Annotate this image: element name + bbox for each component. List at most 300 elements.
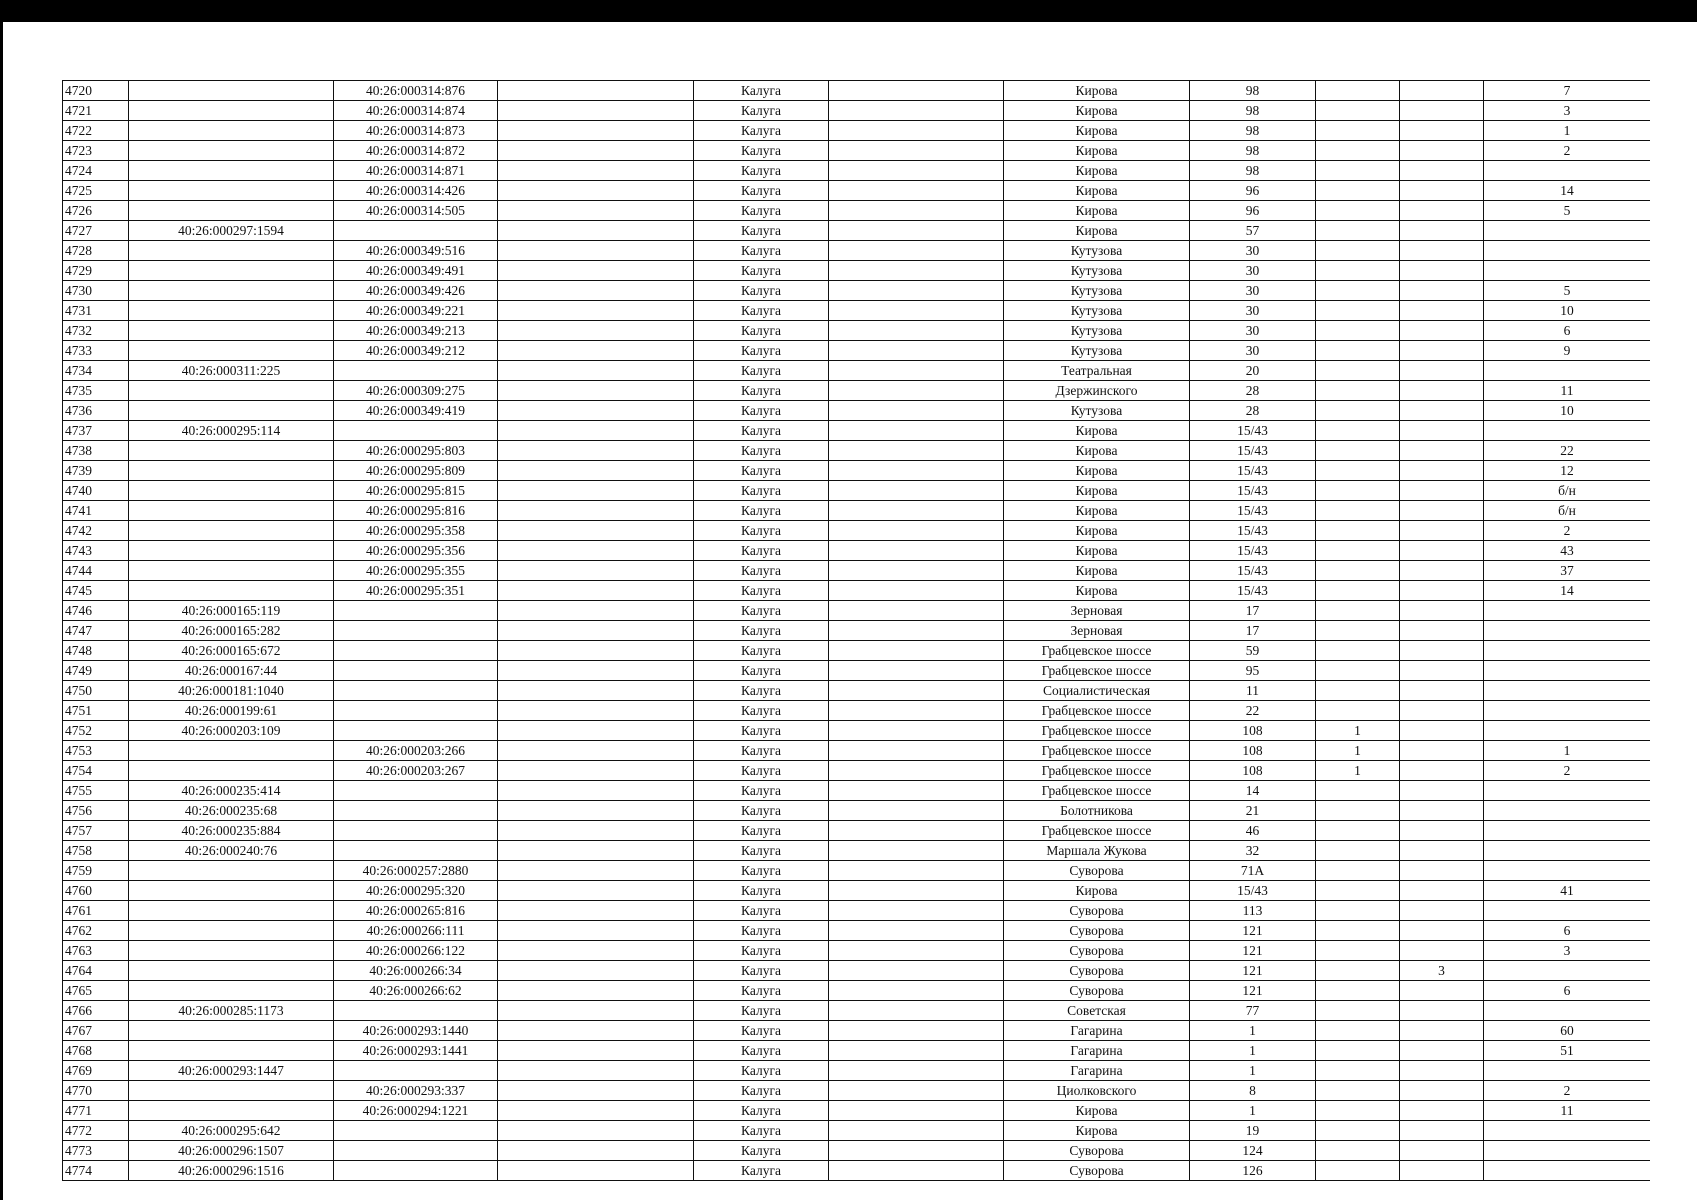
street-cell: Кирова [1004,141,1190,161]
house-number-cell: 121 [1190,921,1316,941]
empty-cell [829,701,1004,721]
apartment-cell: 2 [1484,1081,1651,1101]
house-number-cell: 77 [1190,1001,1316,1021]
apartment-cell: б/н [1484,481,1651,501]
block-cell [1400,301,1484,321]
building-cell [1316,1121,1400,1141]
empty-cell [498,1121,694,1141]
empty-cell [829,121,1004,141]
table-row [63,341,1651,361]
empty-cell [498,741,694,761]
empty-cell [498,501,694,521]
empty-cell [498,201,694,221]
block-cell [1400,761,1484,781]
city-cell: Калуга [694,281,829,301]
house-number-cell: 15/43 [1190,581,1316,601]
building-cell [1316,1101,1400,1121]
city-cell: Калуга [694,421,829,441]
apartment-cell: 5 [1484,201,1651,221]
table-row [63,521,1651,541]
street-cell: Кирова [1004,541,1190,561]
empty-cell [498,1081,694,1101]
house-number-cell: 96 [1190,201,1316,221]
street-cell: Гагарина [1004,1021,1190,1041]
building-cell: 1 [1316,741,1400,761]
empty-cell [498,461,694,481]
house-number-cell: 15/43 [1190,501,1316,521]
house-number-cell: 1 [1190,1021,1316,1041]
cadastral-land-cell [129,301,334,321]
cadastral-building-cell [334,421,498,441]
empty-cell [498,721,694,741]
building-cell [1316,1061,1400,1081]
empty-cell [498,441,694,461]
block-cell [1400,81,1484,101]
table-row [63,501,1651,521]
city-cell: Калуга [694,561,829,581]
building-cell [1316,781,1400,801]
table-row [63,761,1651,781]
apartment-cell [1484,421,1651,441]
empty-cell [498,521,694,541]
empty-cell [829,1081,1004,1101]
table-row [63,101,1651,121]
table-row [63,741,1651,761]
cadastral-land-cell: 40:26:000199:61 [129,701,334,721]
empty-cell [829,241,1004,261]
cadastral-building-cell [334,801,498,821]
city-cell: Калуга [694,361,829,381]
apartment-cell [1484,781,1651,801]
block-cell [1400,221,1484,241]
row-number-cell: 4746 [63,601,129,621]
city-cell: Калуга [694,1021,829,1041]
cadastral-building-cell [334,721,498,741]
house-number-cell: 98 [1190,81,1316,101]
block-cell [1400,841,1484,861]
block-cell [1400,781,1484,801]
building-cell [1316,1141,1400,1161]
city-cell: Калуга [694,721,829,741]
table-row [63,201,1651,221]
table-row [63,441,1651,461]
empty-cell [498,261,694,281]
cadastral-building-cell: 40:26:000295:809 [334,461,498,481]
block-cell [1400,441,1484,461]
table-row [63,1161,1651,1181]
street-cell: Суворова [1004,1161,1190,1181]
city-cell: Калуга [694,741,829,761]
house-number-cell: 121 [1190,941,1316,961]
city-cell: Калуга [694,781,829,801]
empty-cell [829,681,1004,701]
table-row [63,881,1651,901]
row-number-cell: 4723 [63,141,129,161]
cadastral-building-cell: 40:26:000314:873 [334,121,498,141]
empty-cell [829,561,1004,581]
empty-cell [498,81,694,101]
table-row [63,561,1651,581]
empty-cell [498,921,694,941]
row-number-cell: 4767 [63,1021,129,1041]
street-cell: Суворова [1004,961,1190,981]
row-number-cell: 4738 [63,441,129,461]
apartment-cell: 2 [1484,761,1651,781]
building-cell: 1 [1316,761,1400,781]
house-number-cell: 46 [1190,821,1316,841]
city-cell: Калуга [694,201,829,221]
cadastral-building-cell [334,641,498,661]
row-number-cell: 4726 [63,201,129,221]
table-row [63,781,1651,801]
street-cell: Грабцевское шоссе [1004,661,1190,681]
street-cell: Кирова [1004,501,1190,521]
house-number-cell: 98 [1190,121,1316,141]
apartment-cell: 11 [1484,381,1651,401]
house-number-cell: 124 [1190,1141,1316,1161]
row-number-cell: 4721 [63,101,129,121]
house-number-cell: 15/43 [1190,521,1316,541]
table-row [63,1001,1651,1021]
city-cell: Калуга [694,401,829,421]
street-cell: Суворова [1004,981,1190,1001]
city-cell: Калуга [694,321,829,341]
row-number-cell: 4735 [63,381,129,401]
cadastral-building-cell: 40:26:000295:803 [334,441,498,461]
table-row [63,981,1651,1001]
cadastral-land-cell: 40:26:000311:225 [129,361,334,381]
empty-cell [829,981,1004,1001]
cadastral-building-cell [334,601,498,621]
table-row [63,241,1651,261]
building-cell [1316,141,1400,161]
row-number-cell: 4742 [63,521,129,541]
block-cell [1400,901,1484,921]
block-cell [1400,361,1484,381]
table-row [63,841,1651,861]
cadastral-land-cell: 40:26:000165:119 [129,601,334,621]
cadastral-land-cell [129,561,334,581]
cadastral-building-cell [334,661,498,681]
apartment-cell: 12 [1484,461,1651,481]
building-cell [1316,1041,1400,1061]
cadastral-building-cell: 40:26:000295:351 [334,581,498,601]
table-row [63,481,1651,501]
city-cell: Калуга [694,801,829,821]
cadastral-land-cell [129,541,334,561]
apartment-cell [1484,221,1651,241]
cadastral-building-cell: 40:26:000293:1441 [334,1041,498,1061]
cadastral-building-cell: 40:26:000203:266 [334,741,498,761]
building-cell [1316,661,1400,681]
empty-cell [498,961,694,981]
cadastral-building-cell: 40:26:000266:34 [334,961,498,981]
city-cell: Калуга [694,1161,829,1181]
cadastral-land-cell: 40:26:000240:76 [129,841,334,861]
cadastral-land-cell [129,481,334,501]
apartment-cell: 37 [1484,561,1651,581]
building-cell [1316,521,1400,541]
document-sheet [62,80,1650,1200]
building-cell [1316,961,1400,981]
city-cell: Калуга [694,441,829,461]
city-cell: Калуга [694,81,829,101]
building-cell [1316,801,1400,821]
block-cell [1400,1021,1484,1041]
cadastral-land-cell: 40:26:000296:1507 [129,1141,334,1161]
building-cell [1316,601,1400,621]
table-row [63,1021,1651,1041]
table-row [63,541,1651,561]
street-cell: Театральная [1004,361,1190,381]
building-cell [1316,81,1400,101]
empty-cell [498,221,694,241]
city-cell: Калуга [694,621,829,641]
table-row [63,801,1651,821]
row-number-cell: 4765 [63,981,129,1001]
cadastral-land-cell: 40:26:000295:114 [129,421,334,441]
apartment-cell [1484,681,1651,701]
block-cell [1400,681,1484,701]
empty-cell [498,1141,694,1161]
empty-cell [498,661,694,681]
street-cell: Болотникова [1004,801,1190,821]
city-cell: Калуга [694,1041,829,1061]
street-cell: Зерновая [1004,601,1190,621]
city-cell: Калуга [694,1001,829,1021]
street-cell: Кирова [1004,81,1190,101]
block-cell [1400,161,1484,181]
street-cell: Грабцевское шоссе [1004,641,1190,661]
table-row [63,901,1651,921]
empty-cell [829,801,1004,821]
empty-cell [498,361,694,381]
block-cell [1400,1141,1484,1161]
block-cell [1400,1061,1484,1081]
cadastral-building-cell [334,821,498,841]
house-number-cell: 17 [1190,601,1316,621]
apartment-cell: 3 [1484,941,1651,961]
city-cell: Калуга [694,221,829,241]
empty-cell [829,541,1004,561]
cadastral-building-cell: 40:26:000266:62 [334,981,498,1001]
apartment-cell [1484,1121,1651,1141]
city-cell: Калуга [694,341,829,361]
empty-cell [498,401,694,421]
row-number-cell: 4748 [63,641,129,661]
row-number-cell: 4745 [63,581,129,601]
row-number-cell: 4725 [63,181,129,201]
block-cell [1400,321,1484,341]
row-number-cell: 4743 [63,541,129,561]
table-row [63,281,1651,301]
empty-cell [829,301,1004,321]
city-cell: Калуга [694,1141,829,1161]
street-cell: Кутузова [1004,241,1190,261]
block-cell [1400,121,1484,141]
row-number-cell: 4773 [63,1141,129,1161]
row-number-cell: 4720 [63,81,129,101]
cadastral-land-cell [129,961,334,981]
scan-left-border [0,22,3,1200]
street-cell: Советская [1004,1001,1190,1021]
empty-cell [829,101,1004,121]
house-number-cell: 1 [1190,1101,1316,1121]
house-number-cell: 1 [1190,1061,1316,1081]
block-cell [1400,741,1484,761]
empty-cell [498,1021,694,1041]
building-cell [1316,821,1400,841]
cadastral-land-cell [129,1101,334,1121]
empty-cell [498,341,694,361]
empty-cell [498,681,694,701]
table-row [63,701,1651,721]
empty-cell [829,501,1004,521]
city-cell: Калуга [694,981,829,1001]
table-row [63,381,1651,401]
building-cell [1316,361,1400,381]
empty-cell [829,621,1004,641]
empty-cell [498,561,694,581]
city-cell: Калуга [694,541,829,561]
street-cell: Гагарина [1004,1061,1190,1081]
street-cell: Социалистическая [1004,681,1190,701]
block-cell: 3 [1400,961,1484,981]
cadastral-land-cell: 40:26:000167:44 [129,661,334,681]
apartment-cell: 5 [1484,281,1651,301]
empty-cell [498,181,694,201]
cadastral-building-cell: 40:26:000314:876 [334,81,498,101]
empty-cell [829,141,1004,161]
apartment-cell: 6 [1484,321,1651,341]
table-row [63,1101,1651,1121]
house-number-cell: 28 [1190,401,1316,421]
house-number-cell: 15/43 [1190,461,1316,481]
block-cell [1400,501,1484,521]
block-cell [1400,281,1484,301]
cadastral-land-cell [129,81,334,101]
building-cell [1316,621,1400,641]
cadastral-land-cell [129,201,334,221]
city-cell: Калуга [694,881,829,901]
block-cell [1400,1121,1484,1141]
empty-cell [829,661,1004,681]
block-cell [1400,461,1484,481]
block-cell [1400,241,1484,261]
street-cell: Кутузова [1004,301,1190,321]
table-row [63,581,1651,601]
registry-body [63,81,1651,1181]
house-number-cell: 96 [1190,181,1316,201]
building-cell [1316,681,1400,701]
cadastral-building-cell [334,1141,498,1161]
street-cell: Кирова [1004,421,1190,441]
empty-cell [829,921,1004,941]
city-cell: Калуга [694,521,829,541]
apartment-cell: б/н [1484,501,1651,521]
city-cell: Калуга [694,181,829,201]
street-cell: Суворова [1004,1141,1190,1161]
city-cell: Калуга [694,901,829,921]
street-cell: Грабцевское шоссе [1004,741,1190,761]
building-cell [1316,541,1400,561]
cadastral-building-cell: 40:26:000295:358 [334,521,498,541]
cadastral-land-cell [129,861,334,881]
apartment-cell [1484,261,1651,281]
empty-cell [829,861,1004,881]
empty-cell [829,181,1004,201]
empty-cell [829,601,1004,621]
cadastral-building-cell: 40:26:000314:874 [334,101,498,121]
cadastral-building-cell [334,1001,498,1021]
row-number-cell: 4722 [63,121,129,141]
empty-cell [829,1161,1004,1181]
apartment-cell [1484,1061,1651,1081]
row-number-cell: 4730 [63,281,129,301]
block-cell [1400,341,1484,361]
cadastral-building-cell: 40:26:000295:355 [334,561,498,581]
building-cell [1316,181,1400,201]
table-row [63,121,1651,141]
cadastral-land-cell [129,741,334,761]
row-number-cell: 4769 [63,1061,129,1081]
house-number-cell: 21 [1190,801,1316,821]
row-number-cell: 4760 [63,881,129,901]
cadastral-land-cell [129,981,334,1001]
cadastral-building-cell: 40:26:000314:505 [334,201,498,221]
apartment-cell: 41 [1484,881,1651,901]
street-cell: Маршала Жукова [1004,841,1190,861]
empty-cell [498,541,694,561]
street-cell: Кирова [1004,881,1190,901]
building-cell [1316,381,1400,401]
empty-cell [498,881,694,901]
apartment-cell: 7 [1484,81,1651,101]
city-cell: Калуга [694,601,829,621]
house-number-cell: 22 [1190,701,1316,721]
house-number-cell: 113 [1190,901,1316,921]
empty-cell [498,1041,694,1061]
cadastral-building-cell [334,701,498,721]
cadastral-building-cell: 40:26:000349:419 [334,401,498,421]
building-cell [1316,441,1400,461]
empty-cell [829,221,1004,241]
house-number-cell: 30 [1190,341,1316,361]
empty-cell [829,1121,1004,1141]
empty-cell [829,1021,1004,1041]
cadastral-land-cell [129,381,334,401]
apartment-cell [1484,821,1651,841]
row-number-cell: 4764 [63,961,129,981]
building-cell [1316,321,1400,341]
building-cell [1316,421,1400,441]
street-cell: Кирова [1004,201,1190,221]
empty-cell [498,581,694,601]
empty-cell [829,1061,1004,1081]
house-number-cell: 15/43 [1190,541,1316,561]
block-cell [1400,181,1484,201]
building-cell [1316,841,1400,861]
empty-cell [498,281,694,301]
row-number-cell: 4744 [63,561,129,581]
building-cell [1316,561,1400,581]
row-number-cell: 4755 [63,781,129,801]
block-cell [1400,141,1484,161]
apartment-cell [1484,241,1651,261]
row-number-cell: 4724 [63,161,129,181]
house-number-cell: 108 [1190,721,1316,741]
table-row [63,961,1651,981]
